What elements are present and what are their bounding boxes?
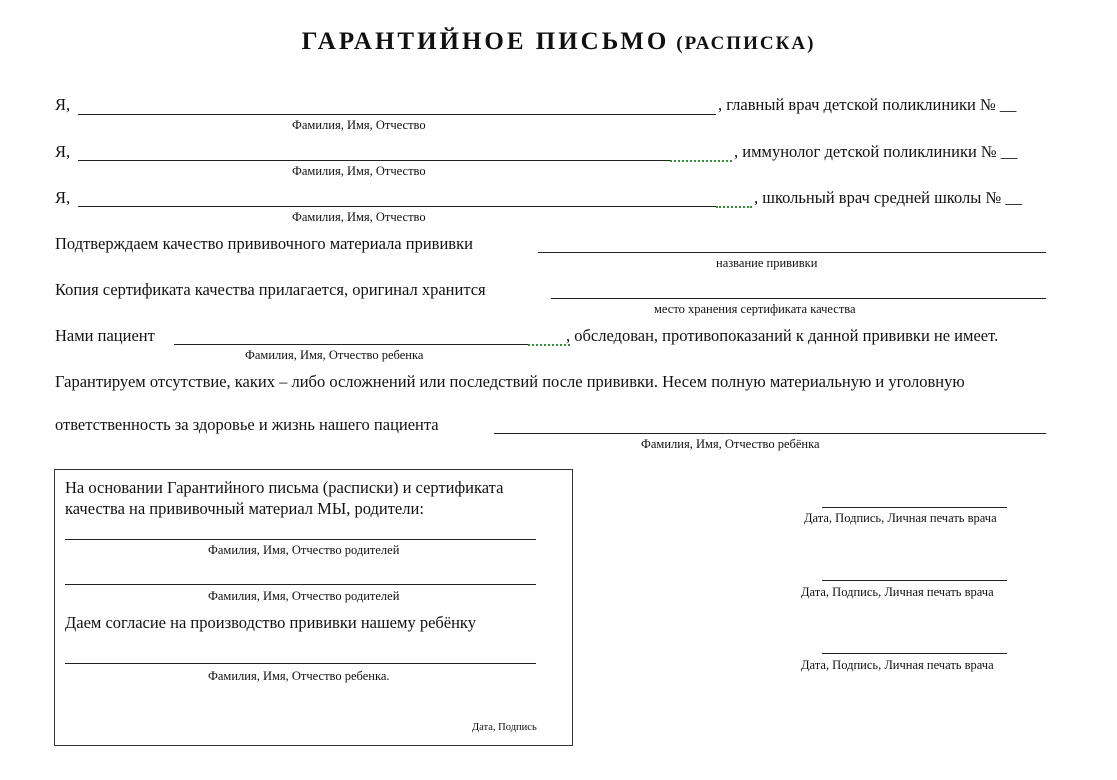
row3-caption: Фамилия, Имя, Отчество — [292, 210, 426, 224]
patient-caption: Фамилия, Имя, Отчество ребенка — [245, 348, 424, 362]
parents-intro-line1: На основании Гарантийного письма (расписки) и сертификата — [65, 478, 504, 497]
vaccine-name-line[interactable] — [538, 252, 1046, 253]
storage-caption: место хранения сертификата качества — [654, 302, 856, 316]
child-name-line[interactable] — [494, 433, 1046, 434]
parents-intro-line2: качества на прививочный материал МЫ, родители: — [65, 499, 424, 518]
child-caption: Фамилия, Имя, Отчество ребёнка — [641, 437, 820, 451]
doctor2-signature-caption: Дата, Подпись, Личная печать врача — [801, 585, 994, 599]
guarantee-text: Гарантируем отсутствие, каких – либо осложнений или последствий после прививки. Несем полную материальную и уголовную — [55, 372, 965, 391]
row2-suffix: , иммунолог детской поликлиники № __ — [734, 142, 1018, 161]
title-sub: (РАСПИСКА) — [676, 33, 816, 54]
confirm-text: Подтверждаем качество прививочного материала прививки — [55, 234, 473, 253]
row1-name-line[interactable] — [78, 114, 716, 115]
parent2-name-line[interactable] — [65, 584, 536, 585]
storage-line[interactable] — [551, 298, 1046, 299]
vaccine-caption: название прививки — [716, 256, 818, 270]
row2-name-line[interactable] — [78, 160, 670, 161]
responsibility-text: ответственность за здоровье и жизнь нашего пациента — [55, 415, 439, 434]
doctor1-signature-caption: Дата, Подпись, Личная печать врача — [804, 511, 997, 525]
doctor2-signature-line[interactable] — [822, 580, 1007, 581]
box-child-name-line[interactable] — [65, 663, 536, 664]
row3-dotted-mark — [716, 206, 752, 208]
copy-text: Копия сертификата качества прилагается, оригинал хранится — [55, 280, 486, 299]
patient-prefix: Нами пациент — [55, 326, 155, 345]
parent2-caption: Фамилия, Имя, Отчество родителей — [208, 589, 400, 603]
patient-suffix: , обследован, противопоказаний к данной прививки не имеет. — [566, 326, 999, 345]
parent1-name-line[interactable] — [65, 539, 536, 540]
title-main: ГАРАНТИЙНОЕ ПИСЬМО — [301, 28, 670, 55]
parent1-caption: Фамилия, Имя, Отчество родителей — [208, 543, 400, 557]
box-child-caption: Фамилия, Имя, Отчество ребенка. — [208, 669, 390, 683]
box-date-signature: Дата, Подпись — [472, 722, 537, 733]
row1-prefix: Я, — [55, 95, 71, 114]
row1-suffix: , главный врач детской поликлиники № __ — [718, 95, 1017, 114]
row3-name-line[interactable] — [78, 206, 716, 207]
row2-dotted-mark — [670, 160, 732, 162]
doctor3-signature-caption: Дата, Подпись, Личная печать врача — [801, 658, 994, 672]
document-title — [0, 28, 1117, 56]
row2-prefix: Я, — [55, 142, 71, 161]
row3-suffix: , школьный врач средней школы № __ — [754, 188, 1022, 207]
patient-dotted-mark — [528, 344, 570, 346]
row1-caption: Фамилия, Имя, Отчество — [292, 118, 426, 132]
row2-caption: Фамилия, Имя, Отчество — [292, 164, 426, 178]
patient-name-line[interactable] — [174, 344, 528, 345]
row3-prefix: Я, — [55, 188, 71, 207]
doctor1-signature-line[interactable] — [822, 507, 1007, 508]
consent-text: Даем согласие на производство прививки нашему ребёнку — [65, 613, 476, 632]
doctor3-signature-line[interactable] — [822, 653, 1007, 654]
